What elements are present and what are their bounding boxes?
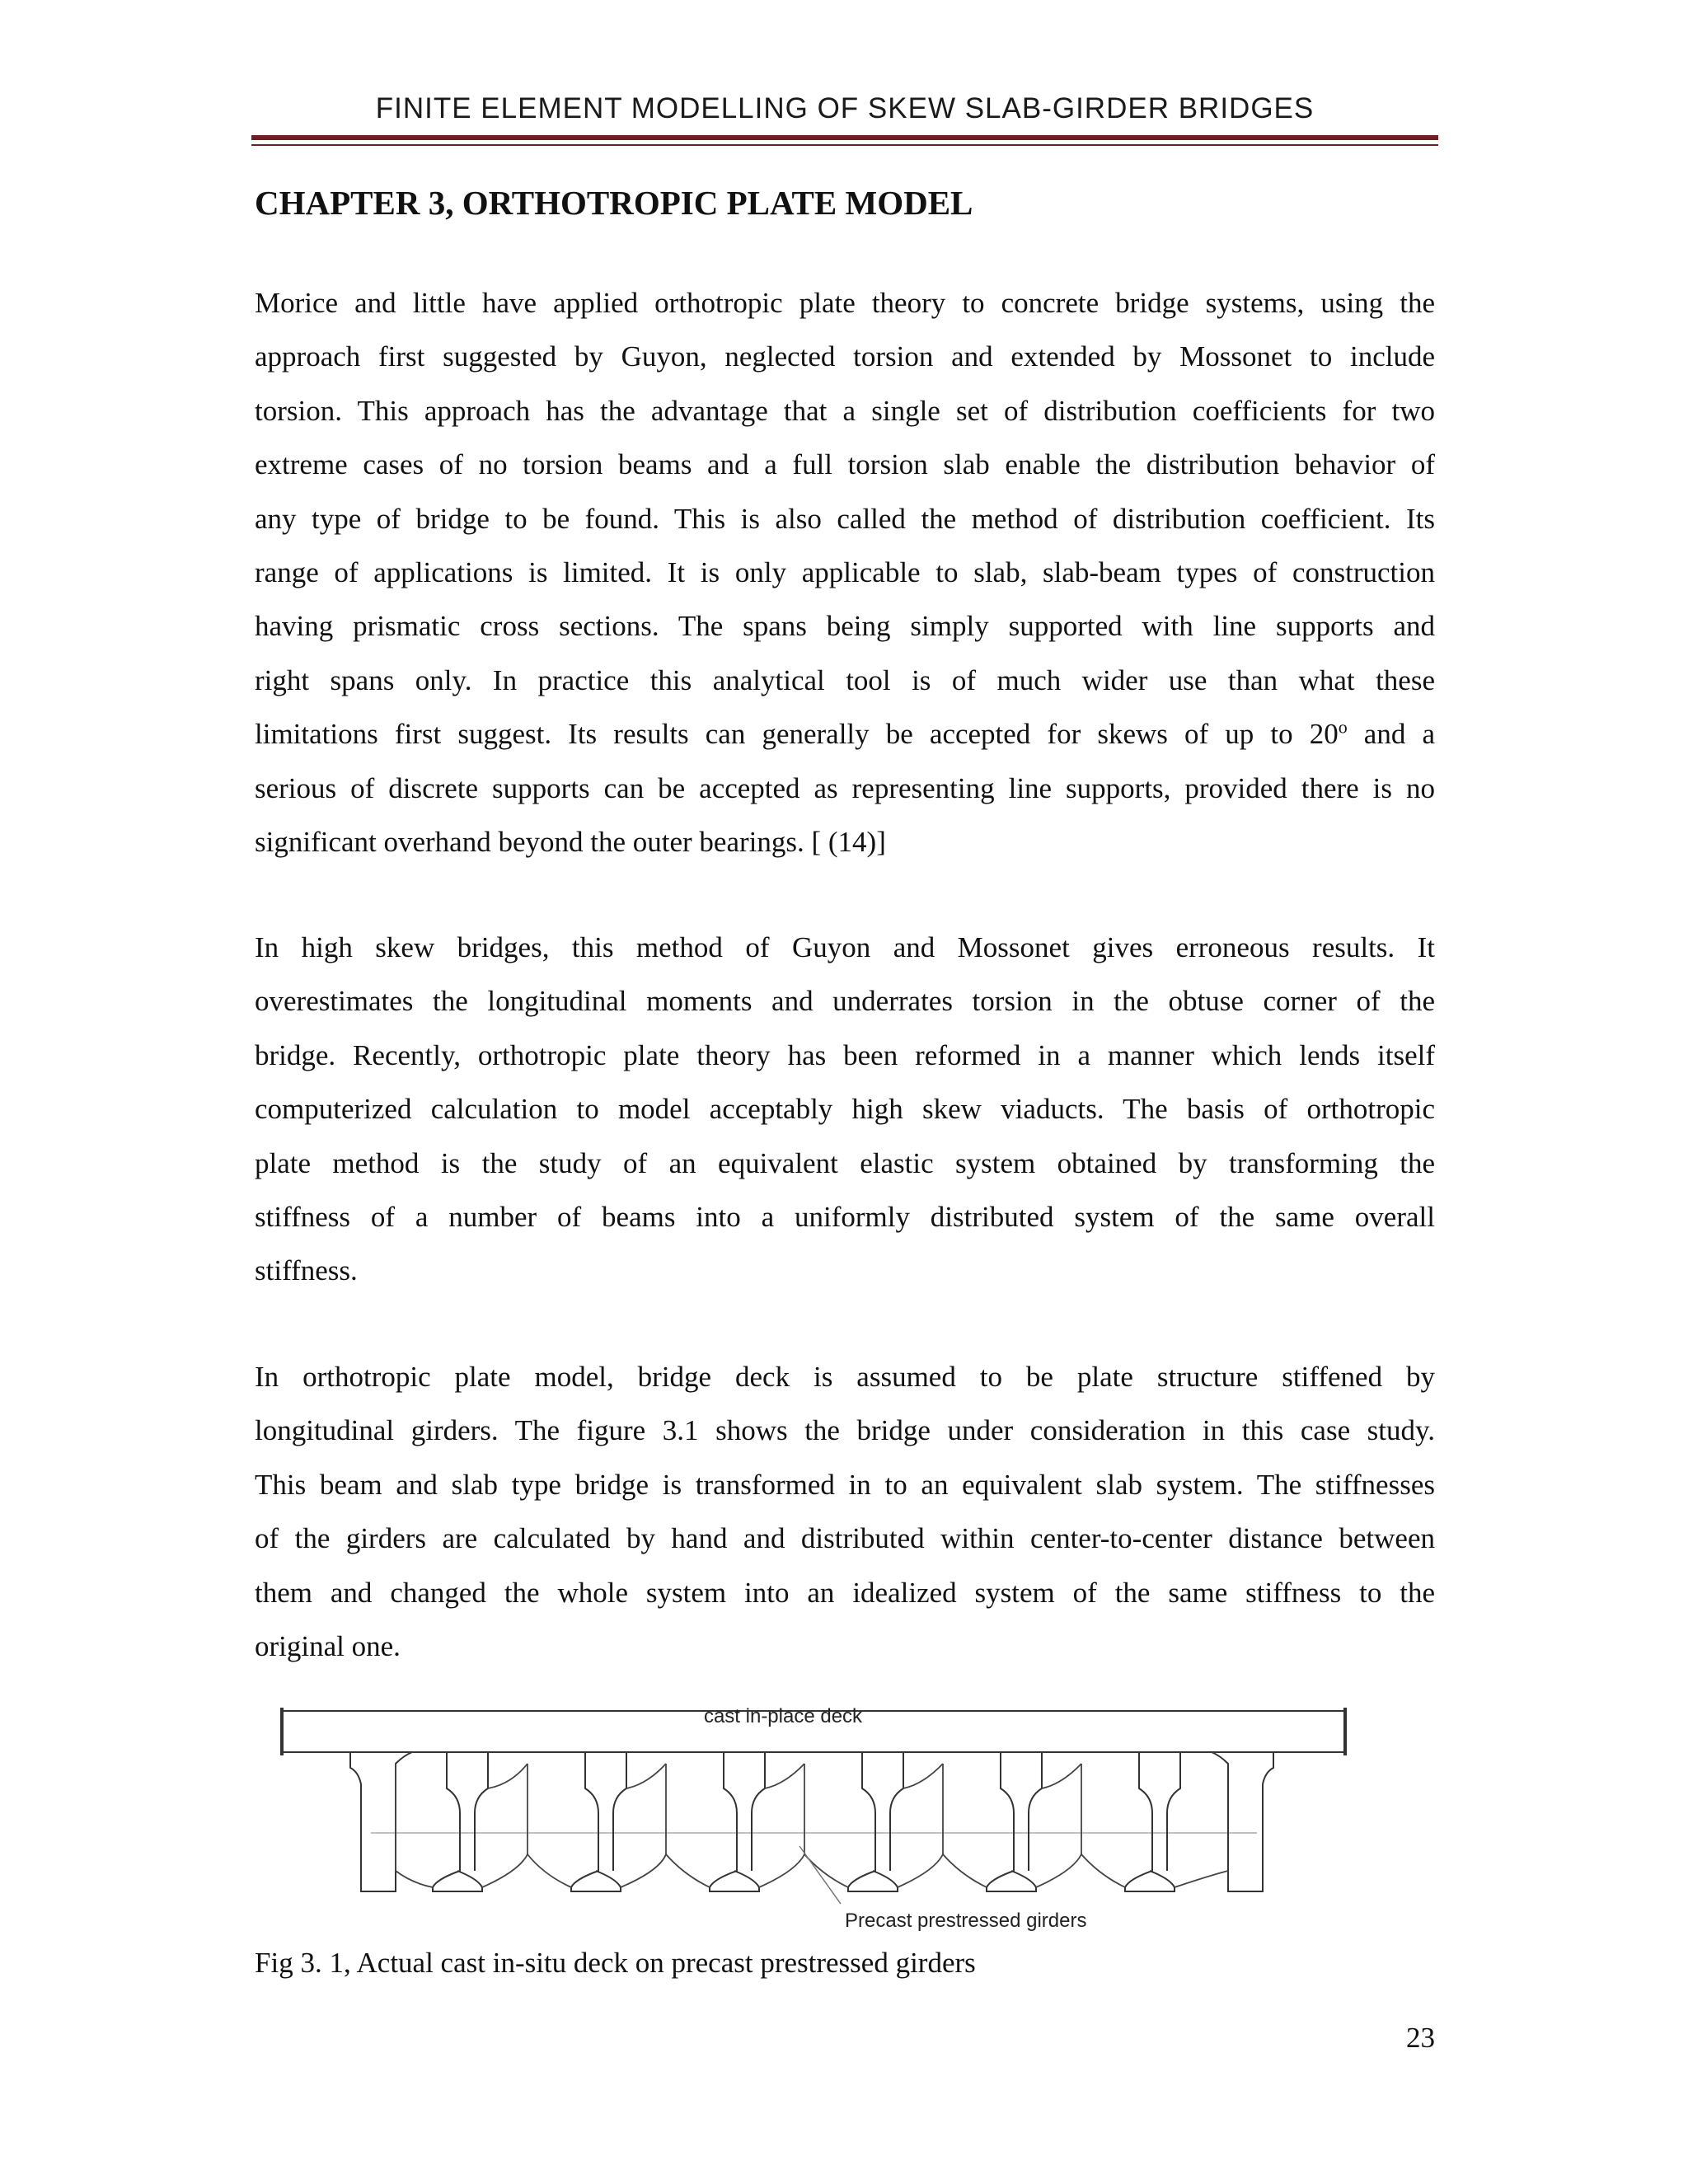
- edge-beam-left: [350, 1752, 412, 1891]
- text-line: of the girders are calculated by hand and distributed within center-to-center distance between: [255, 1522, 1435, 1555]
- page-number: 23: [1406, 2022, 1435, 2054]
- girders-label: Precast prestressed girders: [845, 1910, 1087, 1932]
- deck-label: cast in-place deck: [703, 1706, 863, 1727]
- text-line: any type of bridge to be found. This is also called the method of distribution coefficient. Its: [255, 502, 1435, 535]
- text-line: them and changed the whole system into an idealized system of the same stiffness to the: [255, 1576, 1435, 1609]
- text-line: range of applications is limited. It is only applicable to slab, slab-beam types of construction: [255, 555, 1435, 588]
- text-line: right spans only. In practice this analytical tool is of much wider use than what these: [255, 663, 1435, 696]
- paragraph-3: [255, 1350, 1435, 1673]
- text-line: stiffness of a number of beams into a uniformly distributed system of the same overall: [255, 1200, 1435, 1233]
- text-line: extreme cases of no torsion beams and a full torsion slab enable the distribution behavior of: [255, 448, 1435, 481]
- girder: [848, 1752, 903, 1891]
- paragraph-2: [255, 921, 1435, 1298]
- text-segment: and a: [1347, 718, 1435, 751]
- text-line: stiffness.: [255, 1254, 358, 1287]
- girders: [433, 1752, 1180, 1891]
- text-line: torsion. This approach has the advantage that a single set of distribution coefficients for two: [255, 394, 1435, 427]
- text-segment: limitations first suggest. Its results can generally be accepted for skews of up to 20: [255, 718, 1339, 751]
- edge-beam-right: [1212, 1752, 1273, 1891]
- chapter-title: CHAPTER 3, ORTHOTROPIC PLATE MODEL: [255, 184, 973, 222]
- girder: [1125, 1752, 1180, 1891]
- text-line: having prismatic cross sections. The spans being simply supported with line supports and: [255, 610, 1435, 643]
- text-line: computerized calculation to model acceptably high skew viaducts. The basis of orthotropic: [255, 1093, 1435, 1126]
- text-line: overestimates the longitudinal moments and underrates torsion in the obtuse corner of the: [255, 985, 1435, 1018]
- text-line: significant overhand beyond the outer bearings. [ (14)]: [255, 825, 886, 858]
- text-line: serious of discrete supports can be accepted as representing line supports, provided there is no: [255, 771, 1435, 804]
- paragraph-1: [255, 276, 1435, 869]
- infill-panels: [396, 1764, 1228, 1887]
- girder: [433, 1752, 488, 1891]
- text-line: Morice and little have applied orthotropic plate theory to concrete bridge systems, using the: [255, 287, 1435, 319]
- bridge-cross-section-figure: [272, 1706, 1360, 1937]
- header-rule: [251, 135, 1438, 140]
- text-line: This beam and slab type bridge is transformed in to an equivalent slab system. The stiffnesses: [255, 1468, 1435, 1501]
- text-line: In high skew bridges, this method of Guyon and Mossonet gives erroneous results. It: [255, 931, 1435, 963]
- text-line: longitudinal girders. The figure 3.1 shows the bridge under consideration in this case study.: [255, 1414, 1435, 1447]
- text-line: plate method is the study of an equivalent elastic system obtained by transforming the: [255, 1146, 1435, 1179]
- figure-caption: Fig 3. 1, Actual cast in-situ deck on precast prestressed girders: [255, 1947, 976, 1979]
- text-line-with-superscript: [255, 707, 1435, 761]
- girder: [571, 1752, 626, 1891]
- text-line: bridge. Recently, orthotropic plate theory has been reformed in a manner which lends itself: [255, 1038, 1435, 1071]
- label-leader-line: [799, 1846, 841, 1904]
- header-rule-thin: [251, 144, 1438, 146]
- text-line: In orthotropic plate model, bridge deck is assumed to be plate structure stiffened by: [255, 1361, 1435, 1393]
- girder: [987, 1752, 1042, 1891]
- text-line: original one.: [255, 1629, 401, 1662]
- text-line: approach first suggested by Guyon, neglected torsion and extended by Mossonet to include: [255, 340, 1435, 373]
- running-header: FINITE ELEMENT MODELLING OF SKEW SLAB-GIRDER BRIDGES: [375, 92, 1315, 124]
- girder: [710, 1752, 765, 1891]
- degree-superscript: o: [1338, 716, 1348, 738]
